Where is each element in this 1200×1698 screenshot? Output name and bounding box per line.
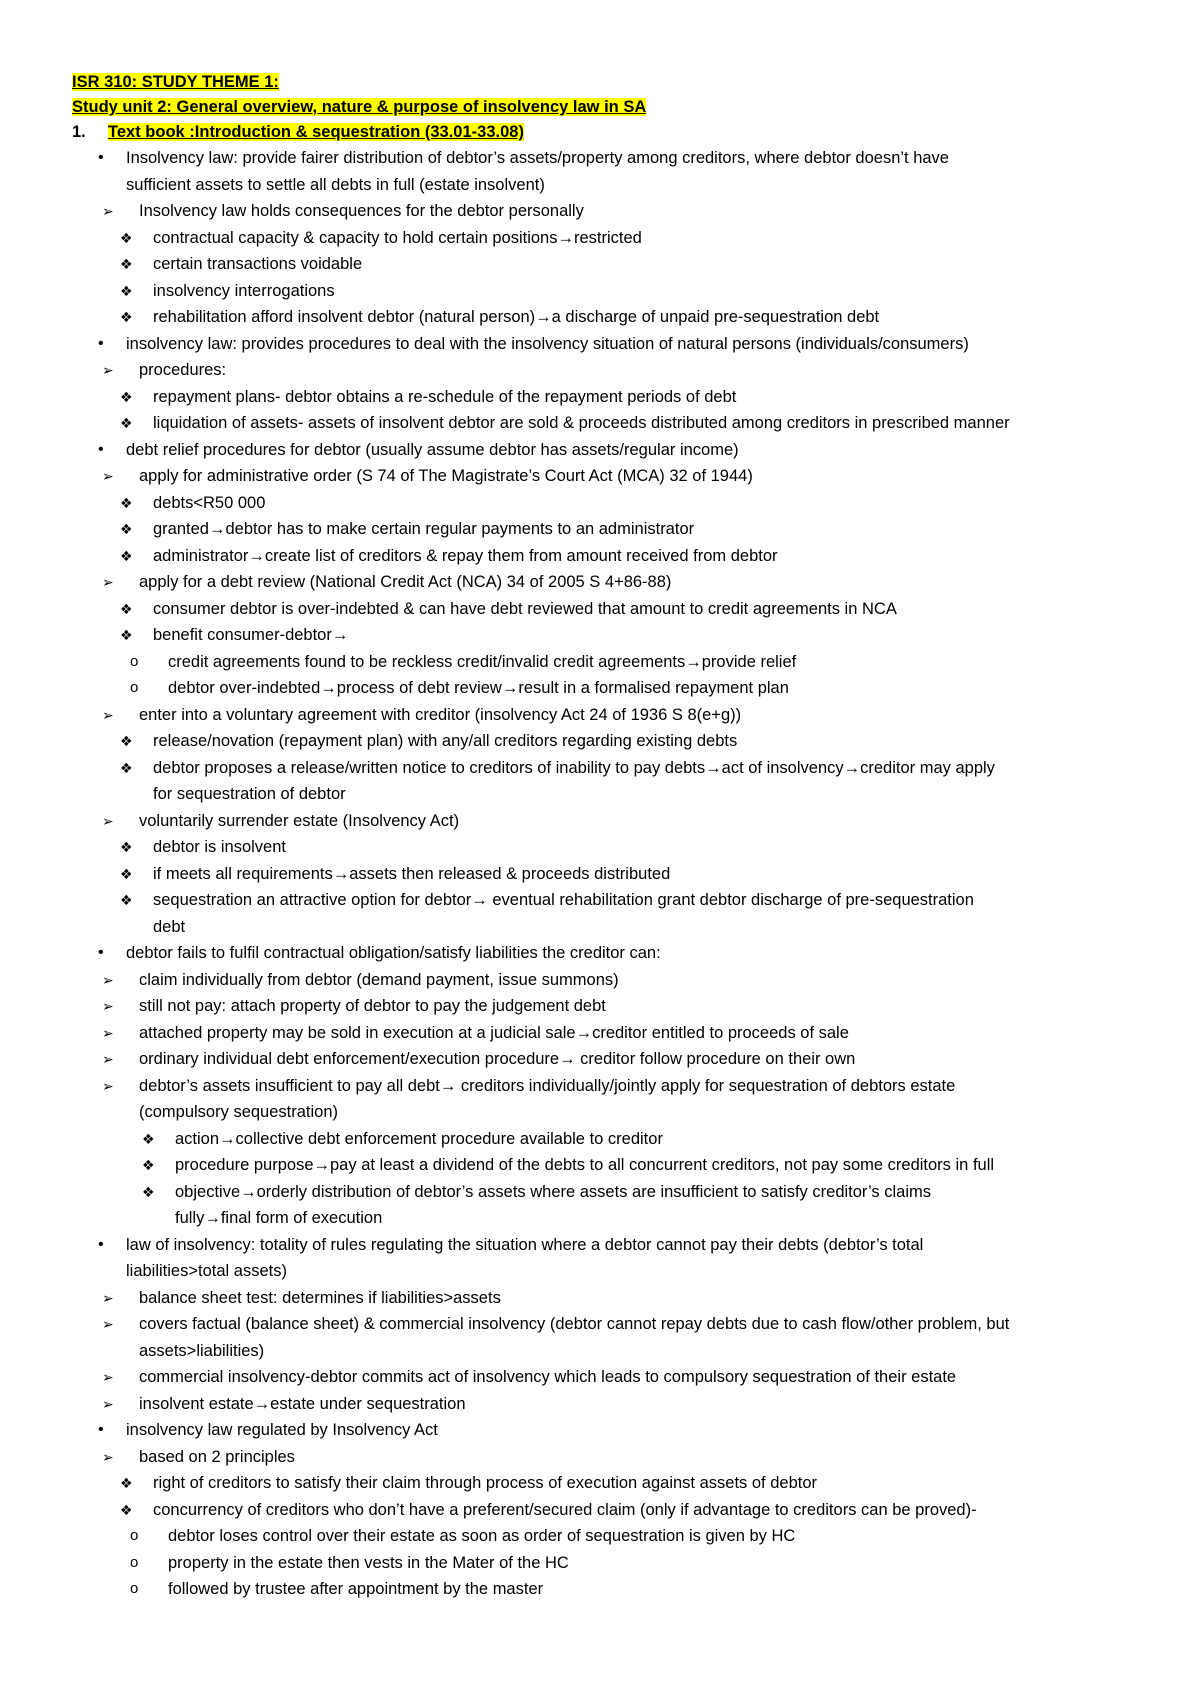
list-item-text: debtor fails to fulfil contractual obligation/satisfy liabilities the creditor can: [126, 944, 661, 962]
list-item-text: followed by trustee after appointment by the master [168, 1580, 544, 1598]
list-item-text: consumer debtor is over-indebted & can have debt reviewed that amount to credit agreements in NCA [153, 599, 897, 618]
bullet-icon: • [98, 944, 104, 961]
list-item-text: (compulsory sequestration) [139, 1103, 338, 1121]
section-heading [72, 120, 646, 145]
list-item-text: insolvent estate→estate under sequestration [139, 1394, 466, 1413]
list-item [0, 278, 1200, 305]
bullet-icon: • [98, 334, 104, 352]
diamond-bullet-icon: ❖ [120, 256, 133, 272]
list-item [0, 1338, 1200, 1365]
list-item [0, 702, 1200, 729]
list-item-text: rehabilitation afford insolvent debtor (natural person)→a discharge of unpaid pre-sequestration debt [153, 308, 880, 326]
diamond-bullet-icon: ❖ [120, 1501, 133, 1518]
list-item-text: insolvency interrogations [153, 281, 335, 300]
list-item-text: objective→orderly distribution of debtor’s assets where assets are insufficient to satisfy creditor’s claims [175, 1182, 931, 1201]
arrow-bullet-icon: ➢ [102, 362, 114, 378]
list-item-text: if meets all requirements→assets then released & proceeds distributed [153, 864, 671, 883]
list-item [0, 755, 1200, 782]
list-item [0, 781, 1200, 808]
list-item [0, 808, 1200, 835]
list-item [0, 1364, 1200, 1391]
circle-bullet-icon: o [130, 1553, 139, 1571]
diamond-bullet-icon: ❖ [120, 1475, 133, 1491]
diamond-bullet-icon: ❖ [120, 282, 133, 299]
list-item-text: apply for administrative order (S 74 of The Magistrate’s Court Act (MCA) 32 of 1944) [139, 467, 753, 485]
list-item [0, 1417, 1200, 1444]
diamond-bullet-icon: ❖ [120, 759, 133, 776]
list-item [0, 1285, 1200, 1312]
list-item-text: contractual capacity & capacity to hold certain positions→restricted [153, 228, 642, 247]
list-item [0, 331, 1200, 358]
list-item [0, 437, 1200, 464]
list-item-text: insolvency law regulated by Insolvency Act [126, 1421, 438, 1439]
list-item [0, 357, 1200, 384]
list-item-text: credit agreements found to be reckless credit/invalid credit agreements→provide relief [168, 652, 797, 671]
list-item-text: debts<R50 000 [153, 493, 266, 512]
list-item [0, 1470, 1200, 1497]
list-item-text: covers factual (balance sheet) & commercial insolvency (debtor cannot repay debts due to cash flow/other problem, but [139, 1315, 1010, 1333]
list-item [0, 834, 1200, 861]
bullet-icon: • [98, 440, 104, 458]
arrow-bullet-icon: ➢ [102, 574, 114, 590]
list-item-text: action→collective debt enforcement procedure available to creditor [175, 1129, 663, 1148]
list-item [0, 1576, 1200, 1603]
title-line-1: ISR 310: STUDY THEME 1: [72, 73, 279, 91]
list-item [0, 463, 1200, 490]
circle-bullet-icon: o [130, 1527, 139, 1544]
list-item-text: release/novation (repayment plan) with any/all creditors regarding existing debts [153, 732, 738, 750]
list-item [0, 569, 1200, 596]
list-item [0, 940, 1200, 967]
list-item-text: debtor loses control over their estate as soon as order of sequestration is given by HC [168, 1527, 796, 1545]
arrow-bullet-icon: ➢ [102, 468, 114, 484]
arrow-bullet-icon: ➢ [102, 1316, 114, 1332]
list-item-text: debt relief procedures for debtor (usually assume debtor has assets/regular income) [126, 440, 739, 459]
diamond-bullet-icon: ❖ [142, 1157, 155, 1173]
list-item-text: right of creditors to satisfy their claim through process of execution against assets of debtor [153, 1474, 817, 1492]
diamond-bullet-icon: ❖ [142, 1183, 155, 1200]
list-item [0, 543, 1200, 570]
list-item-text: debt [153, 917, 186, 936]
list-item [0, 1523, 1200, 1550]
list-item-text: enter into a voluntary agreement with creditor (insolvency Act 24 of 1936 S 8(e+g)) [139, 705, 742, 724]
list-item [0, 384, 1200, 411]
list-item [0, 1152, 1200, 1179]
arrow-bullet-icon: ➢ [102, 1024, 114, 1041]
arrow-bullet-icon: ➢ [102, 812, 114, 829]
list-item-text: liabilities>total assets) [126, 1262, 287, 1280]
diamond-bullet-icon: ❖ [120, 892, 133, 908]
list-item [0, 596, 1200, 623]
list-item-text: balance sheet test: determines if liabilities>assets [139, 1288, 501, 1307]
list-item [0, 1073, 1200, 1100]
list-item-text: repayment plans- debtor obtains a re-schedule of the repayment periods of debt [153, 387, 737, 406]
list-item-text: insolvency law: provides procedures to deal with the insolvency situation of natural persons (individuals/consumers) [126, 334, 969, 353]
diamond-bullet-icon: ❖ [120, 547, 133, 564]
list-item-text: commercial insolvency-debtor commits act of insolvency which leads to compulsory sequestration of their estate [139, 1368, 957, 1386]
document-headings [72, 70, 646, 145]
diamond-bullet-icon: ❖ [120, 494, 133, 511]
list-item-text: attached property may be sold in execution at a judicial sale→creditor entitled to proceeds of sale [139, 1023, 849, 1042]
list-item-text: debtor proposes a release/written notice to creditors of inability to pay debts→act of insolvency→creditor may apply [153, 758, 995, 777]
circle-bullet-icon: o [130, 1580, 139, 1597]
arrow-bullet-icon: ➢ [102, 1395, 114, 1412]
bullet-icon: • [98, 1421, 104, 1438]
list-item-text: debtor is insolvent [153, 838, 286, 856]
list-item-text: for sequestration of debtor [153, 785, 346, 803]
list-item-text: based on 2 principles [139, 1447, 295, 1466]
bullet-icon: • [98, 1235, 104, 1253]
arrow-bullet-icon: ➢ [102, 706, 114, 723]
list-item [0, 1311, 1200, 1338]
list-item-text: fully→final form of execution [175, 1209, 383, 1227]
list-item-text: sufficient assets to settle all debts in full (estate insolvent) [126, 175, 545, 194]
list-item-text: procedure purpose→pay at least a dividend of the debts to all concurrent creditors, not pay some creditors in full [175, 1156, 995, 1174]
list-item [0, 1205, 1200, 1232]
list-item [0, 1099, 1200, 1126]
arrow-bullet-icon: ➢ [102, 203, 114, 219]
list-item [0, 1258, 1200, 1285]
list-item [0, 1497, 1200, 1524]
list-item-text: Insolvency law: provide fairer distribution of debtor’s assets/property among creditors, where debtor doesn’t have [126, 149, 949, 167]
diamond-bullet-icon: ❖ [120, 415, 133, 431]
circle-bullet-icon: o [130, 652, 139, 670]
list-item [0, 861, 1200, 888]
diamond-bullet-icon: ❖ [142, 1130, 155, 1147]
list-item [0, 1550, 1200, 1577]
diamond-bullet-icon: ❖ [120, 600, 133, 617]
list-item [0, 622, 1200, 649]
list-item-text: apply for a debt review (National Credit Act (NCA) 34 of 2005 S 4+86-88) [139, 573, 672, 591]
list-item-text: liquidation of assets- assets of insolvent debtor are sold & proceeds distributed among creditors in prescribed manner [153, 414, 1010, 432]
diamond-bullet-icon: ❖ [120, 388, 133, 405]
arrow-bullet-icon: ➢ [102, 1077, 114, 1094]
list-item [0, 145, 1200, 172]
title-line-2: Study unit 2: General overview, nature & purpose of insolvency law in SA [72, 98, 647, 116]
list-item-text: voluntarily surrender estate (Insolvency Act) [139, 811, 460, 830]
list-item [0, 887, 1200, 914]
diamond-bullet-icon: ❖ [120, 229, 133, 246]
list-item-text: debtor’s assets insufficient to pay all debt→ creditors individually/jointly apply for sequestration of debtors estate [139, 1076, 956, 1095]
list-item-text: certain transactions voidable [153, 255, 363, 273]
list-item-text: law of insolvency: totality of rules regulating the situation where a debtor cannot pay their debts (debtor’s total [126, 1235, 924, 1254]
list-item [0, 1179, 1200, 1206]
list-item-text: administrator→create list of creditors & repay them from amount received from debtor [153, 546, 778, 565]
arrow-bullet-icon: ➢ [102, 1051, 114, 1067]
bullet-icon: • [98, 149, 104, 166]
list-item [0, 1232, 1200, 1259]
list-item [0, 914, 1200, 941]
list-item [0, 172, 1200, 199]
list-item [0, 225, 1200, 252]
list-item-text: Insolvency law holds consequences for the debtor personally [139, 202, 584, 220]
list-item [0, 728, 1200, 755]
list-item-text: claim individually from debtor (demand payment, issue summons) [139, 970, 619, 989]
list-item [0, 1444, 1200, 1471]
list-item [0, 516, 1200, 543]
list-item [0, 490, 1200, 517]
arrow-bullet-icon: ➢ [102, 971, 114, 988]
section-number: 1. [72, 123, 86, 141]
list-item [0, 1126, 1200, 1153]
diamond-bullet-icon: ❖ [120, 865, 133, 882]
circle-bullet-icon: o [130, 679, 139, 696]
list-item [0, 304, 1200, 331]
arrow-bullet-icon: ➢ [102, 998, 114, 1014]
diamond-bullet-icon: ❖ [120, 521, 133, 537]
diamond-bullet-icon: ❖ [120, 839, 133, 855]
list-item-text: procedures: [139, 361, 227, 379]
diamond-bullet-icon: ❖ [120, 733, 133, 749]
list-item [0, 1020, 1200, 1047]
list-item-text: still not pay: attach property of debtor to pay the judgement debt [139, 997, 606, 1015]
list-item [0, 410, 1200, 437]
list-item [0, 1046, 1200, 1073]
arrow-bullet-icon: ➢ [102, 1448, 114, 1465]
list-item [0, 675, 1200, 702]
arrow-bullet-icon: ➢ [102, 1289, 114, 1306]
list-item [0, 967, 1200, 994]
notes-list [0, 145, 1200, 1603]
list-item-text: ordinary individual debt enforcement/execution procedure→ creditor follow procedure on their own [139, 1050, 856, 1068]
list-item [0, 1391, 1200, 1418]
list-item-text: granted→debtor has to make certain regular payments to an administrator [153, 520, 695, 538]
list-item [0, 649, 1200, 676]
list-item-text: debtor over-indebted→process of debt review→result in a formalised repayment plan [168, 679, 789, 697]
list-item [0, 251, 1200, 278]
list-item-text: assets>liabilities) [139, 1341, 265, 1360]
list-item-text: concurrency of creditors who don’t have a preferent/secured claim (only if advantage to creditors can be proved)- [153, 1500, 977, 1519]
list-item-text: sequestration an attractive option for debtor→ eventual rehabilitation grant debtor discharge of pre-sequestration [153, 891, 974, 909]
list-item [0, 198, 1200, 225]
section-title: Text book :Introduction & sequestration (33.01-33.08) [108, 123, 524, 141]
diamond-bullet-icon: ❖ [120, 309, 133, 325]
list-item [0, 993, 1200, 1020]
list-item-text: property in the estate then vests in the Mater of the HC [168, 1553, 569, 1572]
list-item-text: benefit consumer-debtor→ [153, 626, 349, 644]
arrow-bullet-icon: ➢ [102, 1369, 114, 1385]
diamond-bullet-icon: ❖ [120, 627, 133, 643]
